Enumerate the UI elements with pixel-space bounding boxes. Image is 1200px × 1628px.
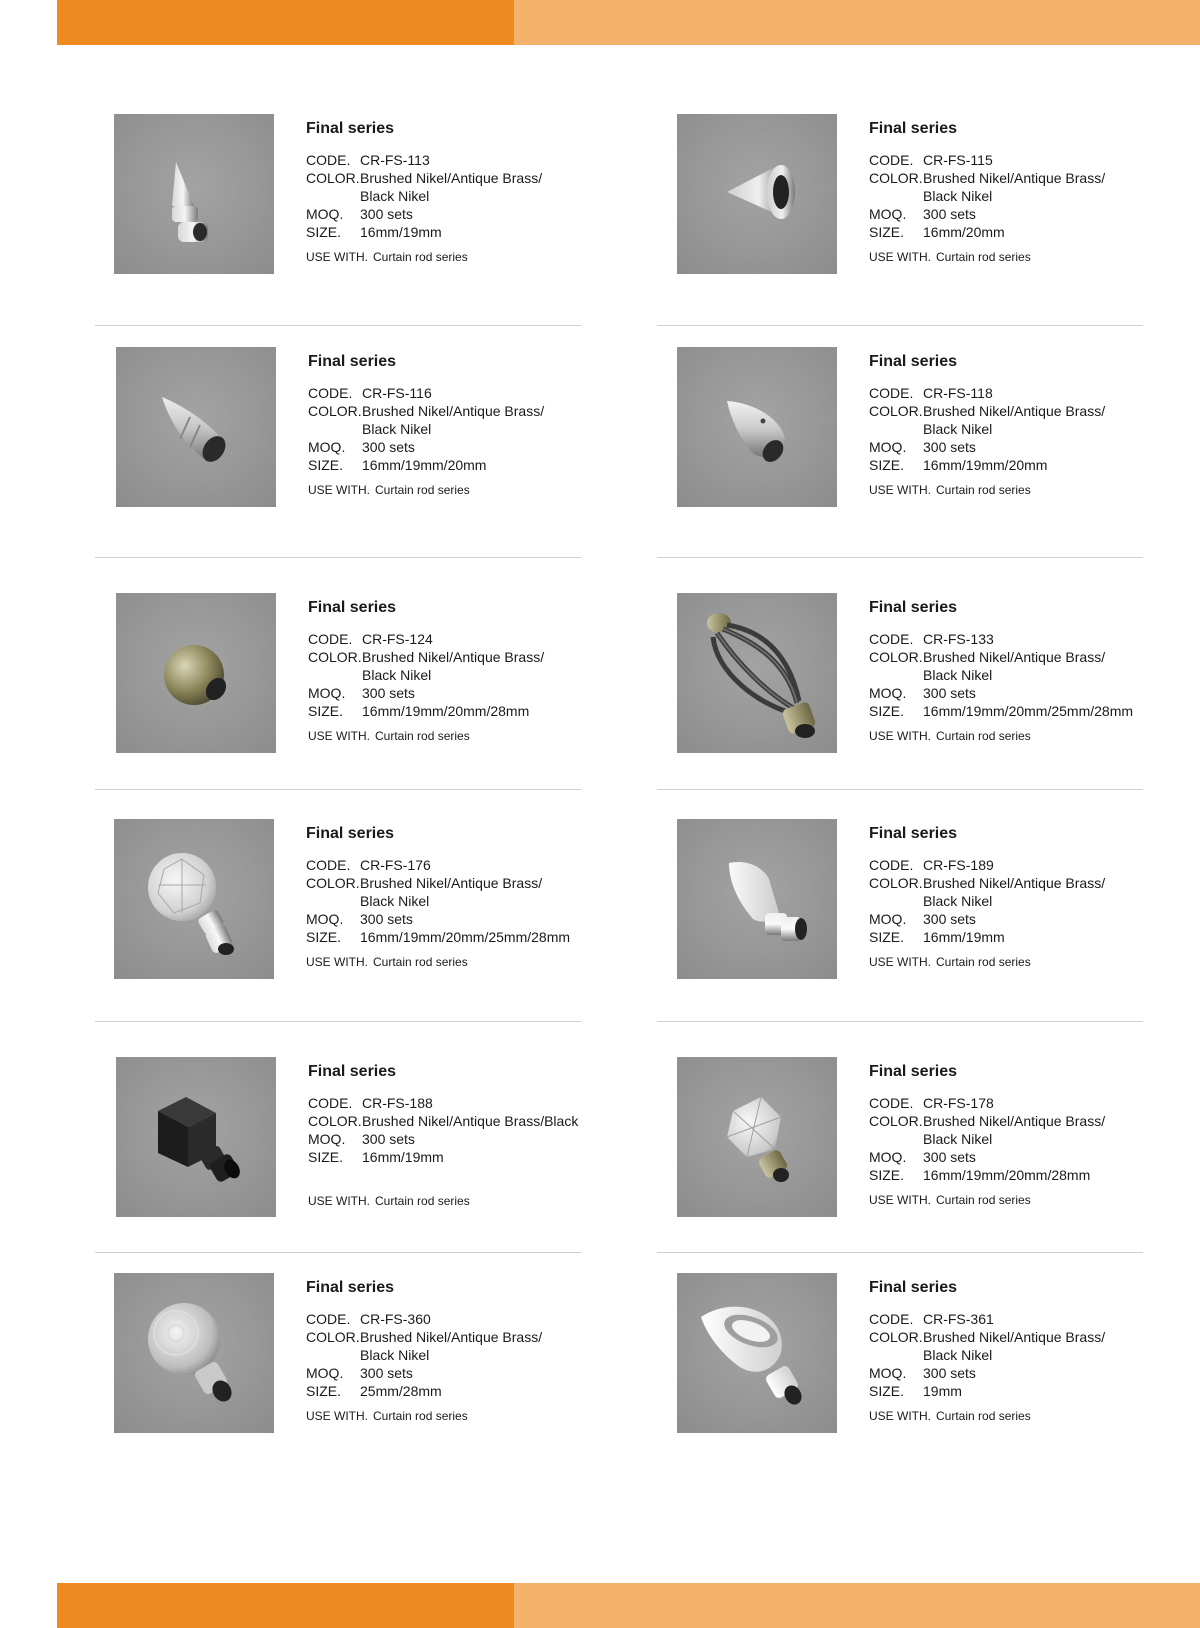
- code-value: CR-FS-116: [362, 385, 432, 401]
- product-info: [306, 120, 666, 264]
- code-value: CR-FS-360: [360, 1311, 431, 1327]
- color-label: COLOR.: [308, 649, 362, 665]
- color-value: Brushed Nikel/Antique Brass/Black: [362, 1113, 579, 1129]
- moq-label: MOQ.: [308, 1131, 346, 1147]
- code-label: CODE.: [306, 152, 351, 168]
- size-label: SIZE.: [306, 929, 342, 945]
- product-photo-finial-ball-brass: [116, 593, 276, 753]
- use-with-label: USE WITH.: [308, 729, 370, 743]
- use-with-value: Curtain rod series: [936, 1193, 1031, 1207]
- use-with-label: USE WITH.: [306, 1409, 368, 1423]
- use-with-value: Curtain rod series: [936, 483, 1031, 497]
- product-card: [114, 1273, 654, 1443]
- product-photo-finial-bullet-ribbed: [116, 347, 276, 507]
- product-photo-finial-cone-cap: [677, 114, 837, 274]
- product-title: Final series: [308, 353, 397, 370]
- moq-label: MOQ.: [869, 439, 907, 455]
- row-divider: [657, 325, 1143, 326]
- code-label: CODE.: [869, 857, 914, 873]
- product-photo-finial-cone: [114, 114, 274, 274]
- moq-value: 300 sets: [360, 206, 413, 222]
- product-photo-finial-frosted-cone: [677, 819, 837, 979]
- moq-label: MOQ.: [306, 911, 344, 927]
- size-label: SIZE.: [869, 1167, 905, 1183]
- moq-label: MOQ.: [869, 911, 907, 927]
- size-label: SIZE.: [869, 1383, 905, 1399]
- color-label: COLOR.: [869, 403, 923, 419]
- product-card: [116, 347, 656, 517]
- top-band-light: [514, 0, 1200, 45]
- product-info: [869, 1063, 1200, 1207]
- size-value: 16mm/20mm: [923, 224, 1005, 240]
- product-info: [308, 353, 668, 497]
- color-label: COLOR.: [869, 875, 923, 891]
- moq-value: 300 sets: [923, 911, 976, 927]
- product-title: Final series: [308, 1063, 397, 1080]
- product-title: Final series: [869, 120, 958, 137]
- code-value: CR-FS-189: [923, 857, 994, 873]
- moq-value: 300 sets: [360, 1365, 413, 1381]
- color-label: COLOR.: [306, 170, 360, 186]
- color-value: Brushed Nikel/Antique Brass/ Black Nikel: [923, 170, 1106, 204]
- moq-label: MOQ.: [869, 206, 907, 222]
- product-card: [677, 593, 1200, 763]
- product-photo-finial-crystal-ball: [114, 819, 274, 979]
- product-info: [869, 120, 1200, 264]
- moq-value: 300 sets: [360, 911, 413, 927]
- use-with-label: USE WITH.: [308, 1194, 370, 1208]
- color-value: Brushed Nikel/Antique Brass/ Black Nikel: [923, 875, 1106, 909]
- code-value: CR-FS-361: [923, 1311, 994, 1327]
- size-label: SIZE.: [869, 457, 905, 473]
- moq-label: MOQ.: [869, 1149, 907, 1165]
- row-divider: [95, 557, 581, 558]
- size-value: 16mm/19mm/20mm/28mm: [923, 1167, 1091, 1183]
- color-value: Brushed Nikel/Antique Brass/ Black Nikel: [362, 403, 545, 437]
- size-value: 16mm/19mm/20mm: [362, 457, 487, 473]
- code-value: CR-FS-188: [362, 1095, 433, 1111]
- color-value: Brushed Nikel/Antique Brass/ Black Nikel: [360, 170, 543, 204]
- product-title: Final series: [308, 599, 397, 616]
- color-label: COLOR.: [308, 403, 362, 419]
- product-card: [114, 114, 654, 284]
- color-value: Brushed Nikel/Antique Brass/ Black Nikel: [923, 1329, 1106, 1363]
- product-title: Final series: [869, 825, 958, 842]
- use-with-label: USE WITH.: [306, 955, 368, 969]
- code-value: CR-FS-176: [360, 857, 431, 873]
- product-card: [677, 1057, 1200, 1227]
- moq-value: 300 sets: [923, 206, 976, 222]
- size-label: SIZE.: [308, 703, 344, 719]
- bottom-orange-band: [57, 1583, 1200, 1628]
- size-label: SIZE.: [308, 457, 344, 473]
- code-label: CODE.: [869, 1095, 914, 1111]
- code-label: CODE.: [869, 1311, 914, 1327]
- product-info: [306, 825, 666, 969]
- row-divider: [95, 325, 581, 326]
- code-label: CODE.: [308, 1095, 353, 1111]
- product-title: Final series: [869, 1063, 958, 1080]
- product-photo-finial-black-cube: [116, 1057, 276, 1217]
- product-card: [677, 819, 1200, 989]
- code-label: CODE.: [308, 631, 353, 647]
- code-label: CODE.: [869, 631, 914, 647]
- color-value: Brushed Nikel/Antique Brass/ Black Nikel: [923, 403, 1106, 437]
- moq-label: MOQ.: [869, 1365, 907, 1381]
- color-value: Brushed Nikel/Antique Brass/ Black Nikel: [360, 875, 543, 909]
- product-title: Final series: [869, 599, 958, 616]
- moq-value: 300 sets: [923, 1149, 976, 1165]
- code-label: CODE.: [869, 152, 914, 168]
- product-card: [677, 114, 1200, 284]
- use-with-label: USE WITH.: [869, 250, 931, 264]
- product-photo-finial-ringed-ball: [114, 1273, 274, 1433]
- product-card: [114, 819, 654, 989]
- color-label: COLOR.: [306, 875, 360, 891]
- bottom-band-light: [514, 1583, 1200, 1628]
- product-card: [116, 593, 656, 763]
- product-info: [308, 1063, 668, 1208]
- product-info: [869, 825, 1200, 969]
- product-photo-finial-bullet: [677, 347, 837, 507]
- product-info: [869, 353, 1200, 497]
- use-with-value: Curtain rod series: [936, 729, 1031, 743]
- use-with-value: Curtain rod series: [373, 250, 468, 264]
- moq-label: MOQ.: [308, 439, 346, 455]
- bottom-band-dark: [57, 1583, 514, 1628]
- size-label: SIZE.: [869, 929, 905, 945]
- color-label: COLOR.: [869, 1329, 923, 1345]
- moq-label: MOQ.: [308, 685, 346, 701]
- size-value: 16mm/19mm/20mm/25mm/28mm: [923, 703, 1134, 719]
- row-divider: [95, 1252, 581, 1253]
- use-with-label: USE WITH.: [869, 1193, 931, 1207]
- use-with-label: USE WITH.: [869, 1409, 931, 1423]
- color-label: COLOR.: [308, 1113, 362, 1129]
- moq-value: 300 sets: [923, 439, 976, 455]
- code-label: CODE.: [306, 1311, 351, 1327]
- row-divider: [657, 1021, 1143, 1022]
- moq-value: 300 sets: [923, 685, 976, 701]
- color-label: COLOR.: [869, 649, 923, 665]
- size-value: 16mm/19mm: [360, 224, 442, 240]
- code-label: CODE.: [308, 385, 353, 401]
- row-divider: [657, 1252, 1143, 1253]
- color-label: COLOR.: [869, 1113, 923, 1129]
- code-value: CR-FS-115: [923, 152, 993, 168]
- top-orange-band: [57, 0, 1200, 45]
- use-with-label: USE WITH.: [308, 483, 370, 497]
- use-with-label: USE WITH.: [869, 729, 931, 743]
- moq-label: MOQ.: [306, 1365, 344, 1381]
- size-value: 16mm/19mm: [362, 1149, 444, 1165]
- size-value: 16mm/19mm/20mm/25mm/28mm: [360, 929, 571, 945]
- product-info: [308, 599, 668, 743]
- use-with-value: Curtain rod series: [936, 1409, 1031, 1423]
- use-with-value: Curtain rod series: [373, 1409, 468, 1423]
- color-value: Brushed Nikel/Antique Brass/ Black Nikel: [923, 649, 1106, 683]
- row-divider: [657, 789, 1143, 790]
- use-with-value: Curtain rod series: [936, 250, 1031, 264]
- size-label: SIZE.: [869, 224, 905, 240]
- moq-value: 300 sets: [362, 1131, 415, 1147]
- product-card: [677, 1273, 1200, 1443]
- product-photo-finial-crystal-cut: [677, 1057, 837, 1217]
- row-divider: [95, 1021, 581, 1022]
- size-label: SIZE.: [306, 1383, 342, 1399]
- color-label: COLOR.: [306, 1329, 360, 1345]
- size-label: SIZE.: [869, 703, 905, 719]
- product-info: [869, 1279, 1200, 1423]
- product-card: [116, 1057, 656, 1227]
- use-with-value: Curtain rod series: [373, 955, 468, 969]
- code-value: CR-FS-133: [923, 631, 994, 647]
- row-divider: [657, 557, 1143, 558]
- size-value: 25mm/28mm: [360, 1383, 442, 1399]
- product-title: Final series: [306, 825, 395, 842]
- size-value: 16mm/19mm/20mm/28mm: [362, 703, 530, 719]
- moq-label: MOQ.: [306, 206, 344, 222]
- product-photo-finial-twisted-cage: [677, 593, 837, 753]
- size-value: 19mm: [923, 1383, 962, 1399]
- moq-value: 300 sets: [362, 439, 415, 455]
- code-label: CODE.: [306, 857, 351, 873]
- size-label: SIZE.: [306, 224, 342, 240]
- code-value: CR-FS-118: [923, 385, 993, 401]
- row-divider: [95, 789, 581, 790]
- code-label: CODE.: [869, 385, 914, 401]
- moq-label: MOQ.: [869, 685, 907, 701]
- product-title: Final series: [306, 1279, 395, 1296]
- size-value: 16mm/19mm: [923, 929, 1005, 945]
- product-info: [306, 1279, 666, 1423]
- color-value: Brushed Nikel/Antique Brass/ Black Nikel: [362, 649, 545, 683]
- code-value: CR-FS-124: [362, 631, 433, 647]
- product-title: Final series: [306, 120, 395, 137]
- size-label: SIZE.: [308, 1149, 344, 1165]
- use-with-label: USE WITH.: [869, 955, 931, 969]
- moq-value: 300 sets: [923, 1365, 976, 1381]
- code-value: CR-FS-178: [923, 1095, 994, 1111]
- product-title: Final series: [869, 1279, 958, 1296]
- color-value: Brushed Nikel/Antique Brass/ Black Nikel: [923, 1113, 1106, 1147]
- code-value: CR-FS-113: [360, 152, 430, 168]
- use-with-value: Curtain rod series: [936, 955, 1031, 969]
- product-info: [869, 599, 1200, 743]
- color-label: COLOR.: [869, 170, 923, 186]
- size-value: 16mm/19mm/20mm: [923, 457, 1048, 473]
- product-card: [677, 347, 1200, 517]
- top-band-dark: [57, 0, 514, 45]
- use-with-label: USE WITH.: [869, 483, 931, 497]
- use-with-value: Curtain rod series: [375, 483, 470, 497]
- color-value: Brushed Nikel/Antique Brass/ Black Nikel: [360, 1329, 543, 1363]
- product-photo-finial-white-oval: [677, 1273, 837, 1433]
- use-with-value: Curtain rod series: [375, 729, 470, 743]
- use-with-label: USE WITH.: [306, 250, 368, 264]
- use-with-value: Curtain rod series: [375, 1194, 470, 1208]
- product-title: Final series: [869, 353, 958, 370]
- moq-value: 300 sets: [362, 685, 415, 701]
